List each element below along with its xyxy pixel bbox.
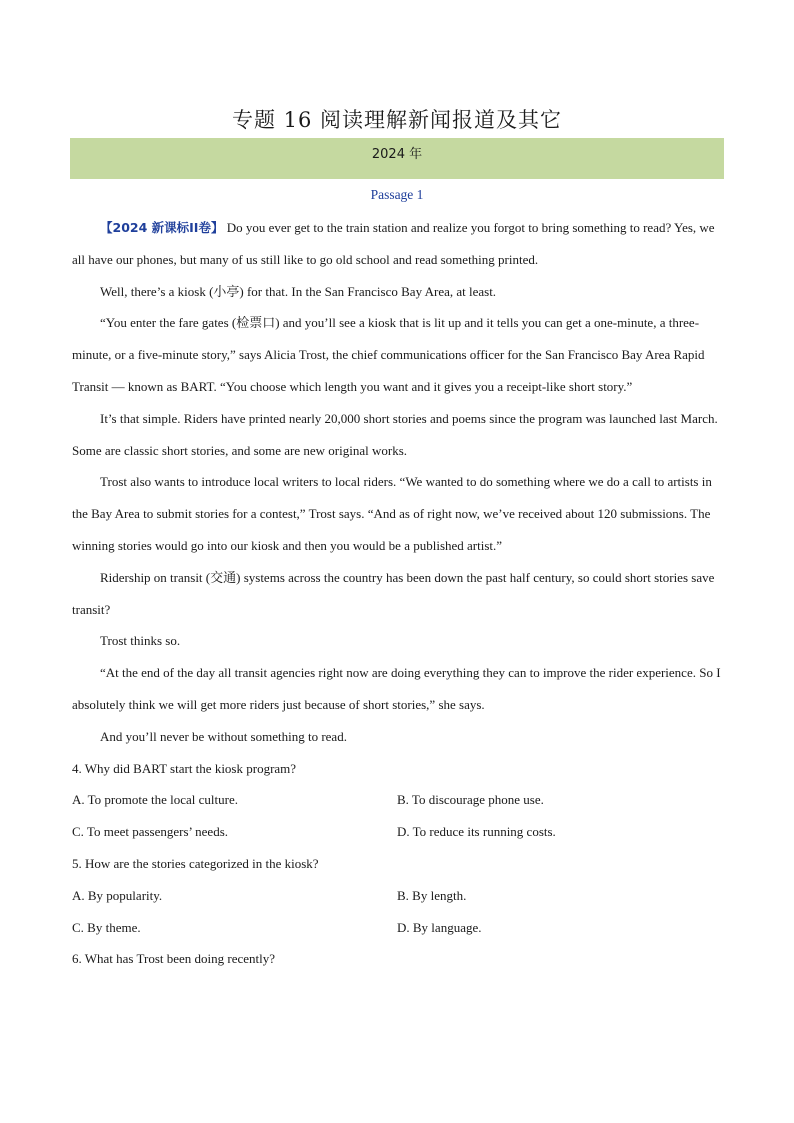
- year-label: 2024 年: [371, 147, 423, 162]
- paragraph-2: Well, there’s a kiosk (小亭) for that. In the San Francisco Bay Area, at least.: [100, 283, 497, 299]
- question-6: 6. What has Trost been doing recently?: [72, 951, 276, 967]
- question-4-option-b: B. To discourage phone use.: [397, 792, 544, 808]
- paragraph-8: “At the end of the day all transit agencies right now are doing everything they can to improve the rider experience. So I absolutely think we will get more riders just because of short stories,” she says.: [72, 665, 721, 712]
- paragraph-1: 【2024 新课标ⅠⅠ卷】 Do you ever get to the train station and realize you forgot to bring something to read? Yes, we all have our phones, but many of us still like to go old school and read something printed.: [72, 220, 715, 267]
- passage-label: Passage 1: [370, 187, 424, 202]
- paragraph-5: Trost also wants to introduce local writers to local riders. “We wanted to do something where we do a call to artists in the Bay Area to submit stories for a contest,” Trost says. “And as of right now, we’ve received about 120 submissions. The winning stories would go into our kiosk and then you would be a published artist.”: [72, 474, 712, 553]
- question-5-option-a: A. By popularity.: [72, 887, 163, 903]
- paragraph-9: And you’ll never be without something to read.: [100, 728, 347, 744]
- question-4-option-c: C. To meet passengers’ needs.: [72, 824, 229, 840]
- page-title: 专题 16 阅读理解新闻报道及其它: [231, 108, 563, 132]
- paragraph-3: “You enter the fare gates (检票口) and you’ll see a kiosk that is lit up and it tells you can get a one-minute, a three-minute, or a five-minute story,” says Alicia Trost, the chief communications officer for the San Francisco Bay Area Rapid Transit — known as BART. “You choose which length you want and it gives you a receipt-like short story.”: [72, 315, 705, 394]
- source-tag: 【2024 新课标ⅠⅠ卷】: [100, 220, 224, 235]
- question-4-option-d: D. To reduce its running costs.: [397, 824, 556, 840]
- question-5-options-row-1: [72, 880, 724, 912]
- year-banner: [70, 138, 724, 179]
- paragraph-6: Ridership on transit (交通) systems across the country has been down the past half century, so could short stories save transit?: [72, 569, 715, 617]
- passage-body: [72, 212, 724, 975]
- question-4: 4. Why did BART start the kiosk program?: [72, 760, 297, 776]
- question-4-option-a: A. To promote the local culture.: [72, 792, 238, 808]
- question-5-option-d: D. By language.: [397, 919, 482, 935]
- question-4-options-row-1: [72, 784, 724, 816]
- question-5: 5. How are the stories categorized in the kiosk?: [72, 855, 319, 871]
- paragraph-7: Trost thinks so.: [100, 633, 181, 649]
- question-5-option-c: C. By theme.: [72, 919, 141, 935]
- paragraph-4: It’s that simple. Riders have printed nearly 20,000 short stories and poems since the program was launched last March. Some are classic short stories, and some are new original works.: [72, 410, 718, 458]
- question-5-option-b: B. By length.: [397, 887, 467, 903]
- question-5-options-row-2: [72, 912, 724, 944]
- question-4-options-row-2: [72, 816, 724, 848]
